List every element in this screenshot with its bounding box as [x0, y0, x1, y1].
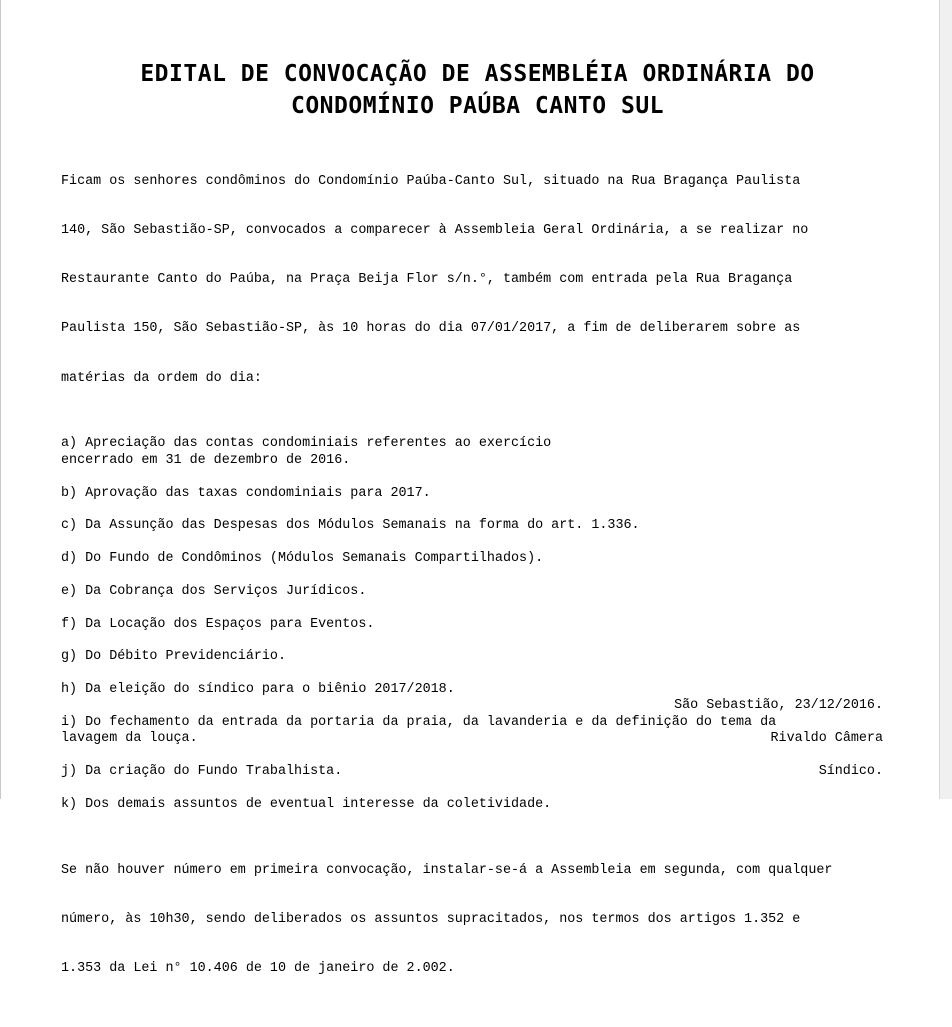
intro-line: Paulista 150, São Sebastião-SP, às 10 horas do dia 07/01/2017, a fim de deliberarem sobre as	[61, 321, 801, 337]
agenda-item-line: lavagem da louça.	[61, 731, 198, 747]
agenda-item-line: e) Da Cobrança dos Serviços Jurídicos.	[61, 583, 367, 599]
agenda-item-h	[61, 682, 899, 698]
signatory-role: Síndico.	[818, 764, 883, 779]
agenda-item-line: b) Aprovação das taxas condominiais para 2017.	[61, 485, 431, 501]
document-body	[61, 141, 899, 1027]
signatory-name: Rivaldo Câmera	[770, 731, 883, 746]
agenda-item-f	[61, 617, 899, 633]
agenda-item-k	[61, 797, 899, 813]
second-call-line: 1.353 da Lei n° 10.406 de 10 de janeiro de 2.002.	[61, 961, 455, 977]
title-line-2: CONDOMÍNIO PAÚBA CANTO SUL	[290, 93, 665, 119]
intro-paragraph	[61, 141, 899, 420]
agenda-item-d	[61, 551, 899, 567]
agenda-item-line: h) Da eleição do síndico para o biênio 2017/2018.	[61, 682, 455, 698]
agenda-item-g	[61, 649, 899, 665]
agenda-item-line: encerrado em 31 de dezembro de 2016.	[61, 452, 351, 468]
intro-line: Ficam os senhores condôminos do Condomínio Paúba-Canto Sul, situado na Rua Bragança Paulista	[61, 173, 801, 189]
agenda-item-line: i) Do fechamento da entrada da portaria da praia, da lavanderia e da definição do tema da	[61, 715, 777, 731]
agenda-item-e	[61, 584, 899, 600]
vertical-scrollbar[interactable]	[939, 0, 952, 799]
document-title	[20, 58, 935, 122]
second-call-paragraph	[61, 830, 899, 1010]
agenda-item-line: k) Dos demais assuntos de eventual interesse da coletividade.	[61, 797, 552, 813]
agenda-item-b	[61, 486, 899, 502]
agenda-item-line: a) Apreciação das contas condominiais referentes ao exercício	[61, 436, 552, 452]
agenda-item-line: f) Da Locação dos Espaços para Eventos.	[61, 616, 375, 632]
agenda-item-a	[61, 436, 899, 469]
second-call-line: Se não houver número em primeira convocação, instalar-se-á a Assembleia em segunda, com qualquer	[61, 862, 833, 878]
agenda-item-line: g) Do Débito Previdenciário.	[61, 649, 286, 665]
second-call-line: número, às 10h30, sendo deliberados os assuntos supracitados, nos termos dos artigos 1.352 e	[61, 911, 801, 927]
intro-line: 140, São Sebastião-SP, convocados a comparecer à Assembleia Geral Ordinária, a se realizar no	[61, 223, 809, 239]
intro-line: Restaurante Canto do Paúba, na Praça Beija Flor s/n.°, também com entrada pela Rua Bragança	[61, 272, 793, 288]
agenda-item-line: j) Da criação do Fundo Trabalhista.	[61, 764, 343, 780]
intro-line: matérias da ordem do dia:	[61, 370, 262, 386]
title-line-1: EDITAL DE CONVOCAÇÃO DE ASSEMBLÉIA ORDINÁRIA DO	[140, 61, 815, 87]
place-date: São Sebastião, 23/12/2016.	[674, 698, 883, 713]
page-left-border	[0, 0, 1, 799]
agenda-item-line: c) Da Assunção das Despesas dos Módulos Semanais na forma do art. 1.336.	[61, 518, 640, 534]
agenda-item-c	[61, 518, 899, 534]
agenda-item-line: d) Do Fundo de Condôminos (Módulos Semanais Compartilhados).	[61, 551, 544, 567]
agenda-item-j	[61, 764, 899, 780]
